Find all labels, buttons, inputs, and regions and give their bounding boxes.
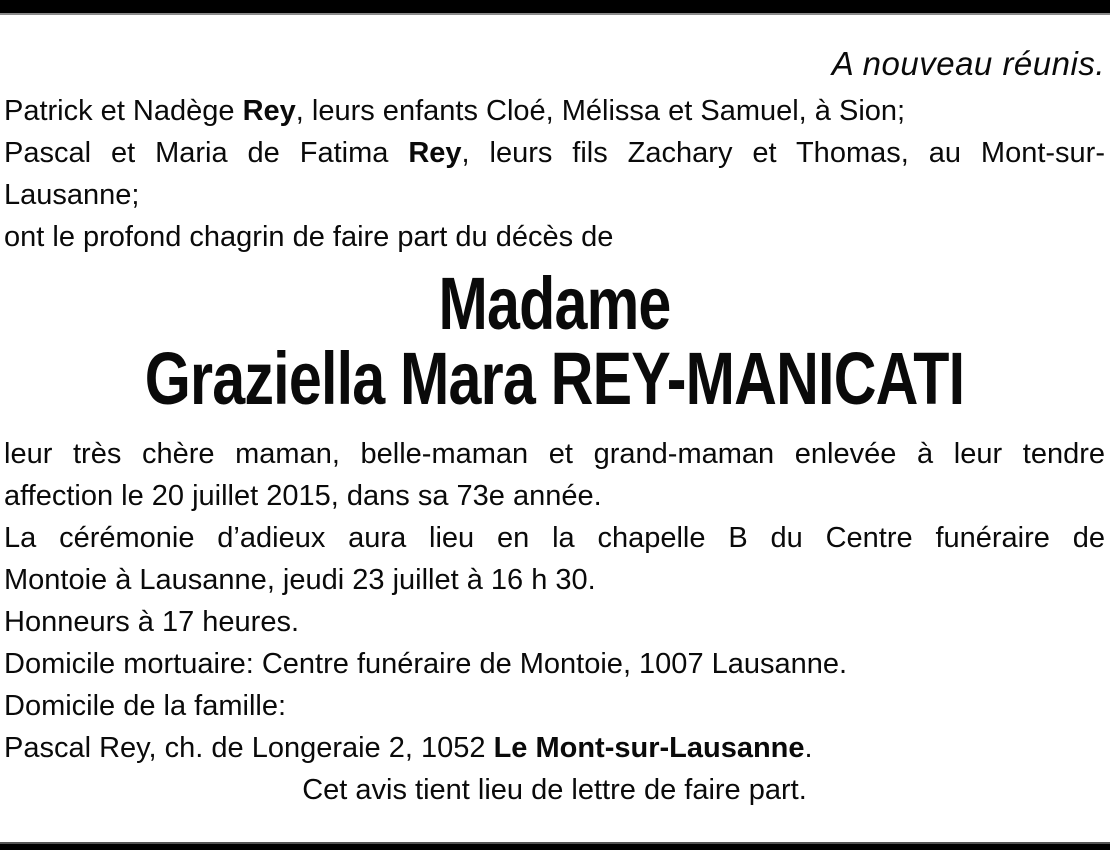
intro-line-4: ont le profond chagrin de faire part du décès de bbox=[4, 221, 614, 253]
body-line-3: La cérémonie d’adieux aura lieu en la chapelle B du Centre funéraire de bbox=[4, 522, 1105, 554]
body-line-2: affection le 20 juillet 2015, dans sa 73e année. bbox=[4, 480, 602, 512]
body-line-8-pre: Pascal Rey, ch. de Longeraie 2, 1052 bbox=[4, 732, 494, 764]
intro-line-2-pre: Pascal et Maria de Fatima bbox=[4, 137, 409, 169]
deceased-title: Madame bbox=[438, 262, 671, 345]
body-line-5: Honneurs à 17 heures. bbox=[4, 606, 300, 638]
body-line-1: leur très chère maman, belle-maman et grand-maman enlevée à leur tendre bbox=[4, 438, 1105, 470]
family-name-bold: Rey bbox=[242, 95, 296, 127]
notice-body bbox=[4, 433, 1105, 811]
intro-paragraph bbox=[4, 90, 1105, 258]
intro-line-2-post: , leurs fils Zachary et Thomas, au Mont-sur- bbox=[461, 137, 1105, 169]
closing-line: Cet avis tient lieu de lettre de faire part. bbox=[302, 774, 807, 806]
body-line-4: Montoie à Lausanne, jeudi 23 juillet à 16 h 30. bbox=[4, 564, 596, 596]
intro-line-1-pre: Patrick et Nadège bbox=[4, 95, 243, 127]
notice-content bbox=[0, 42, 1110, 811]
body-line-8 bbox=[4, 727, 1105, 769]
town-name-bold: Le Mont-sur-Lausanne bbox=[493, 732, 805, 764]
body-line-6: Domicile mortuaire: Centre funéraire de Montoie, 1007 Lausanne. bbox=[4, 648, 848, 680]
body-line-8-post: . bbox=[804, 732, 813, 764]
intro-line-1-post: , leurs enfants Cloé, Mélissa et Samuel, à Sion; bbox=[295, 95, 906, 127]
bottom-border-rule bbox=[0, 842, 1110, 850]
intro-line-2 bbox=[4, 132, 1105, 174]
body-line-7: Domicile de la famille: bbox=[4, 690, 287, 722]
family-name-bold: Rey bbox=[408, 137, 462, 169]
deceased-name: Graziella Mara REY-MANICATI bbox=[144, 337, 965, 420]
top-border-rule bbox=[0, 0, 1110, 15]
intro-line-1 bbox=[4, 90, 1105, 132]
intro-line-3: Lausanne; bbox=[4, 179, 140, 211]
deceased-heading bbox=[4, 262, 1105, 420]
epigraph: A nouveau réunis. bbox=[831, 45, 1105, 82]
